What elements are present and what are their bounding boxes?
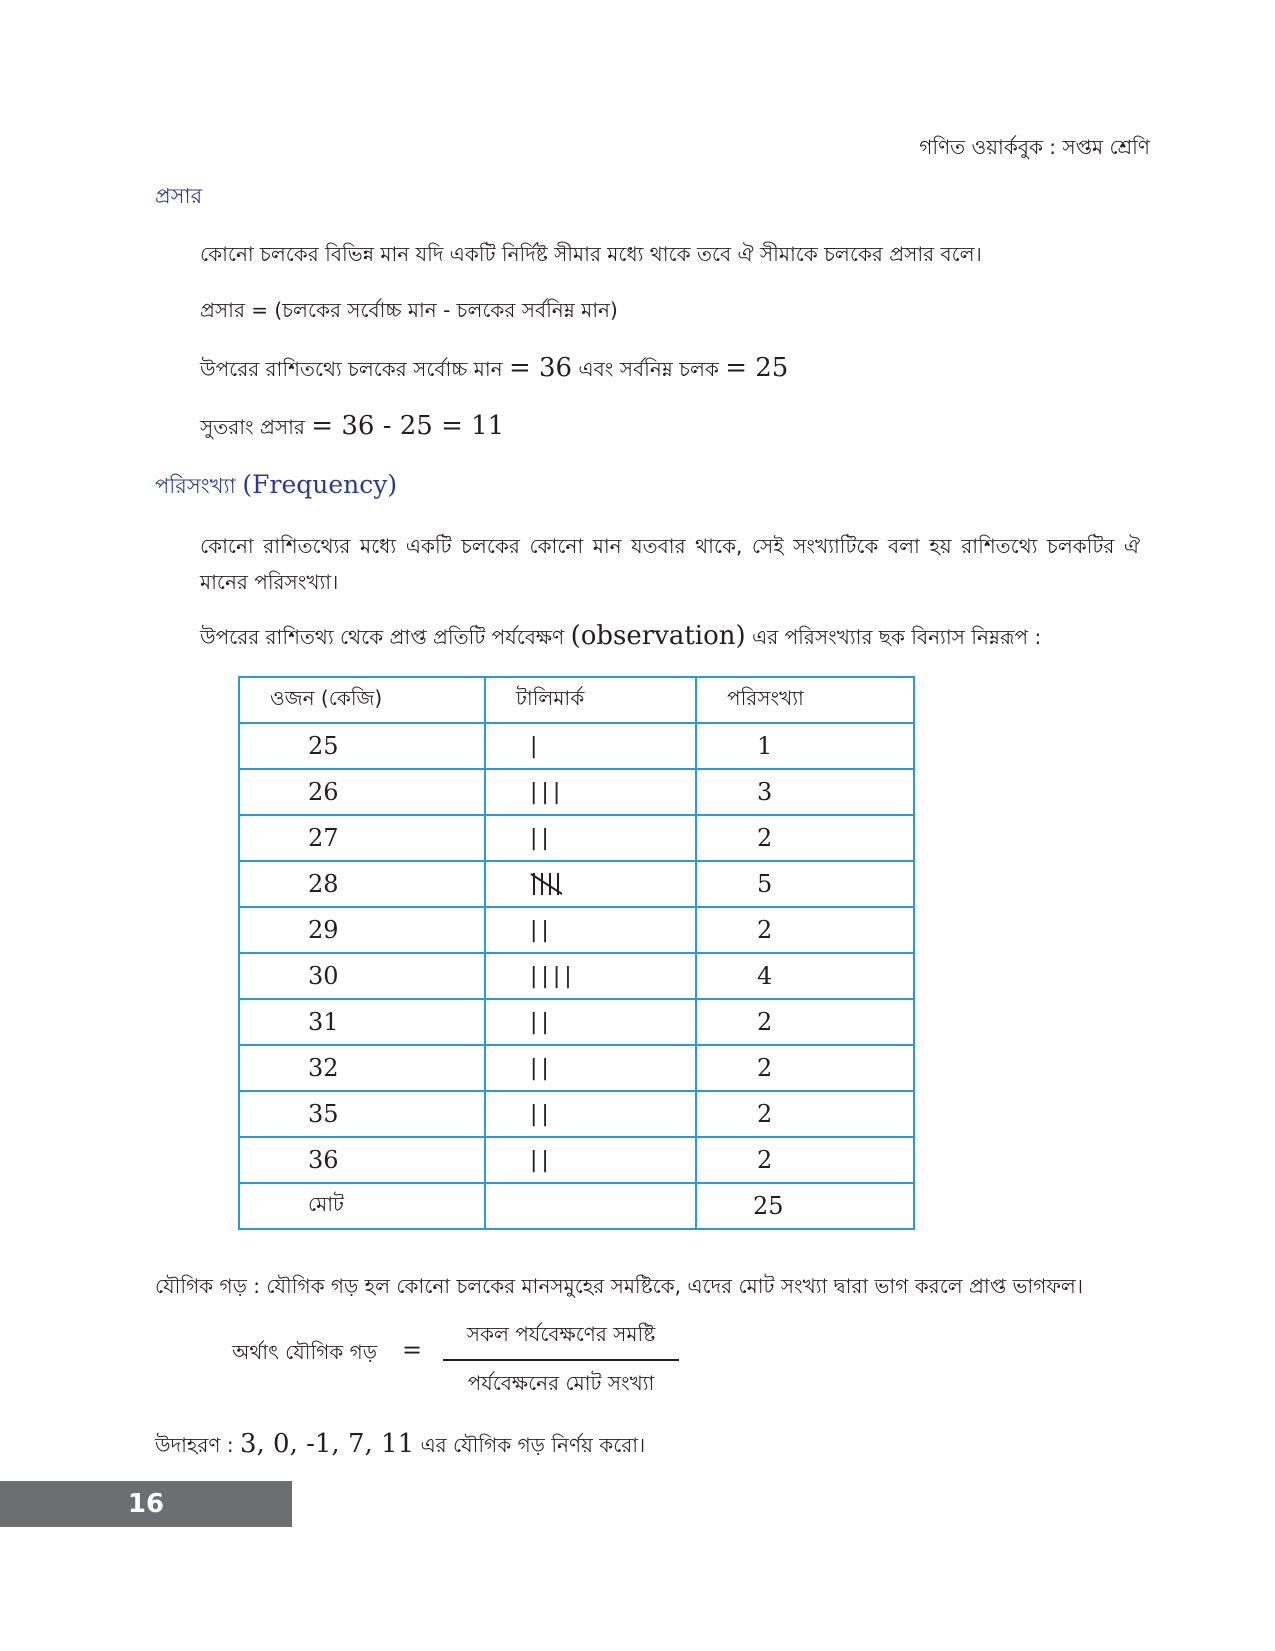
fraction-numerator: সকল পর্যবেক্ষণের সমষ্টি: [443, 1320, 679, 1361]
tally-cell: ||: [485, 1045, 696, 1091]
range-formula: প্রসার = (চলকের সর্বোচ্চ মান - চলকের সর্বনিম্ন মান): [200, 298, 618, 322]
tally-cell: ||: [485, 815, 696, 861]
page-number-bar: [0, 1481, 292, 1527]
example-prefix: উদাহরণ :: [155, 1433, 240, 1457]
mean-formula-label: অর্থাৎ যৌগিক গড়: [232, 1340, 378, 1364]
weight-cell: 31: [239, 999, 485, 1045]
total-value: 25: [696, 1183, 914, 1229]
range-definition: কোনো চলকের বিভিন্ন মান যদি একটি নির্দিষ্ট সীমার মধ্যে থাকে তবে ঐ সীমাকে চলকের প্রসার বলে।: [200, 242, 982, 266]
frequency-cell: 4: [696, 953, 914, 999]
weight-cell: 28: [239, 861, 485, 907]
header-tally: টালিমার্ক: [485, 677, 696, 723]
mean-example: [155, 1426, 645, 1463]
page-number: 16: [127, 1489, 165, 1519]
table-row: [239, 1137, 914, 1183]
frequency-cell: 5: [696, 861, 914, 907]
running-header: গণিত ওয়ার্কবুক : সপ্তম শ্রেণি: [919, 135, 1150, 159]
range-given-max: = 36: [508, 353, 573, 383]
tally-cell: |: [485, 723, 696, 769]
range-result-prefix: সুতরাং প্রসার: [200, 415, 312, 439]
table-row: [239, 1091, 914, 1137]
section-title-frequency: [155, 470, 397, 505]
tally-five-mark: [530, 869, 570, 899]
table-total-row: [239, 1183, 914, 1229]
frequency-definition: কোনো রাশিতথ্যের মধ্যে একটি চলকের কোনো মান যতবার থাকে, সেই সংখ্যাটিকে বলা হয় রাশিতথ্যে চলকটির ঐ মানের পরিসংখ্যা।: [200, 534, 1140, 594]
frequency-cell: 2: [696, 907, 914, 953]
weight-cell: 26: [239, 769, 485, 815]
frequency-cell: 3: [696, 769, 914, 815]
range-given-values: [200, 350, 788, 387]
range-given-min: = 25: [725, 353, 789, 383]
frequency-title-en: (Frequency): [242, 470, 398, 499]
example-values: 3, 0, -1, 7, 11: [239, 1429, 415, 1459]
tally-cell: ||: [485, 1091, 696, 1137]
table-row: [239, 815, 914, 861]
weight-cell: 30: [239, 953, 485, 999]
range-result-value: = 36 - 25 = 11: [311, 411, 505, 441]
tally-cell: ||: [485, 1137, 696, 1183]
header-frequency: পরিসংখ্যা: [696, 677, 914, 723]
weight-cell: 32: [239, 1045, 485, 1091]
frequency-intro-suffix: এর পরিসংখ্যার ছক বিন্যাস নিম্নরূপ :: [745, 625, 1042, 649]
range-result: [200, 408, 504, 445]
tally-cell: ||||: [485, 953, 696, 999]
table-row: [239, 907, 914, 953]
section-title-range: প্রসার: [155, 184, 203, 208]
mean-definition: যৌগিক গড় : যৌগিক গড় হল কোনো চলকের মানসমুহের সমষ্টিকে, এদের মোট সংখ্যা দ্বারা ভাগ করলে প্রাপ্ত ভাগফল।: [155, 1274, 1083, 1298]
weight-cell: 36: [239, 1137, 485, 1183]
total-tally-empty: [485, 1183, 696, 1229]
range-given-prefix: উপরের রাশিতথ্যে চলকের সর্বোচ্চ মান: [200, 357, 509, 381]
frequency-cell: 2: [696, 1045, 914, 1091]
frequency-cell: 2: [696, 1091, 914, 1137]
table-row: [239, 999, 914, 1045]
frequency-cell: 2: [696, 815, 914, 861]
example-suffix: এর যৌগিক গড় নির্ণয় করো।: [414, 1433, 646, 1457]
frequency-cell: 2: [696, 999, 914, 1045]
table-row: [239, 769, 914, 815]
frequency-cell: 1: [696, 723, 914, 769]
header-weight: ওজন (কেজি): [239, 677, 485, 723]
table-row: [239, 1045, 914, 1091]
table-row: [239, 861, 914, 907]
frequency-intro: [200, 618, 1041, 655]
frequency-title-bn: পরিসংখ্যা: [155, 474, 236, 498]
tally-cell: ||: [485, 907, 696, 953]
total-label: মোট: [239, 1183, 485, 1229]
frequency-intro-english: (observation): [570, 621, 746, 651]
tally-cell-five: [485, 861, 696, 907]
range-given-mid: এবং সর্বনিম্ন চলক: [572, 357, 726, 381]
weight-cell: 29: [239, 907, 485, 953]
tally-cell: |||: [485, 769, 696, 815]
mean-formula-equals: =: [402, 1336, 423, 1364]
table-header-row: [239, 677, 914, 723]
frequency-intro-prefix: উপরের রাশিতথ্য থেকে প্রাপ্ত প্রতিটি পর্যবেক্ষণ: [200, 625, 571, 649]
weight-cell: 25: [239, 723, 485, 769]
fraction-denominator: পর্যবেক্ষনের মোট সংখ্যা: [467, 1371, 655, 1395]
table-row: [239, 953, 914, 999]
mean-formula-fraction: [443, 1320, 679, 1402]
table-row: [239, 723, 914, 769]
tally-cell: ||: [485, 999, 696, 1045]
frequency-cell: 2: [696, 1137, 914, 1183]
weight-cell: 35: [239, 1091, 485, 1137]
weight-cell: 27: [239, 815, 485, 861]
frequency-table: [238, 676, 915, 1230]
